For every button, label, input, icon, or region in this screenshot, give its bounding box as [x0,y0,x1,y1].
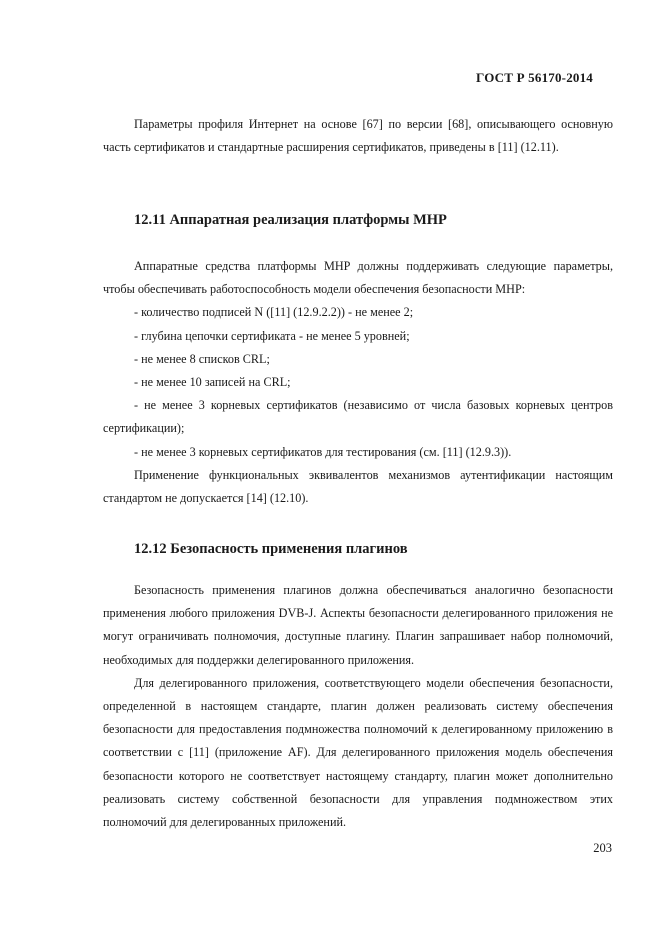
section-12-11-closing: Применение функциональных эквивалентов механизмов аутентификации настоящим стандартом не допускается [14] (12.10). [103,467,613,506]
list-item: - не менее 3 корневых сертификатов для тестирования (см. [11] (12.9.3)). [134,444,512,459]
list-item: - количество подписей N ([11] (12.9.2.2)) - не менее 2; [134,305,414,320]
section-12-12-paragraph-2: Для делегированного приложения, соответствующего модели обеспечения безопасности, определенной в настоящем стандарте, плагин должен реализовать систему обеспечения безопасности для предоставления подмножества полномочий к делегированному приложению в соответствии с [11] (приложение AF). Для делегированного приложения модель обеспечения безопасности которого не соответствует настоящему стандарту, плагин может дополнительно реализовать систему собственной безопасности для управления подмножеством этих полномочий для делегированных приложений. [103,675,613,830]
intro-paragraph: Параметры профиля Интернет на основе [67] по версии [68], описывающего основную часть сертификатов и стандартные расширения сертификатов, приведены в [11] (12.11). [103,117,613,155]
section-12-12 [103,539,613,559]
section-heading-12-11: 12.11 Аппаратная реализация платформы MHP [134,212,447,228]
list-item: - не менее 10 записей на CRL; [134,375,291,390]
section-12-12-paragraph-1: Безопасность применения плагинов должна обеспечиваться аналогично безопасности применения любого приложения DVB-J. Аспекты безопасности делегированного приложения не могут ограничивать полномочия, доступные плагину. Плагин запрашивает набор полномочий, необходимых для поддержки делегированного приложения. [103,583,613,667]
section-12-11-lead: Аппаратные средства платформы MHP должны поддерживать следующие параметры, чтобы обеспечивать работоспособность модели обеспечения безопасности MHP: [103,259,613,297]
section-12-11-body [103,255,613,510]
section-12-12-body [103,579,613,834]
standard-designation: ГОСТ Р 56170-2014 [476,70,593,85]
list-item: - не менее 8 списков CRL; [134,351,270,366]
list-item: - глубина цепочки сертификата - не менее 5 уровней; [134,328,410,343]
section-12-11 [103,210,613,230]
intro-block [103,113,613,159]
section-heading-12-12: 12.12 Безопасность применения плагинов [134,541,408,557]
page-number: 203 [593,841,612,855]
list-item: - не менее 3 корневых сертификатов (независимо от числа базовых корневых центров сертификации); [103,398,613,436]
